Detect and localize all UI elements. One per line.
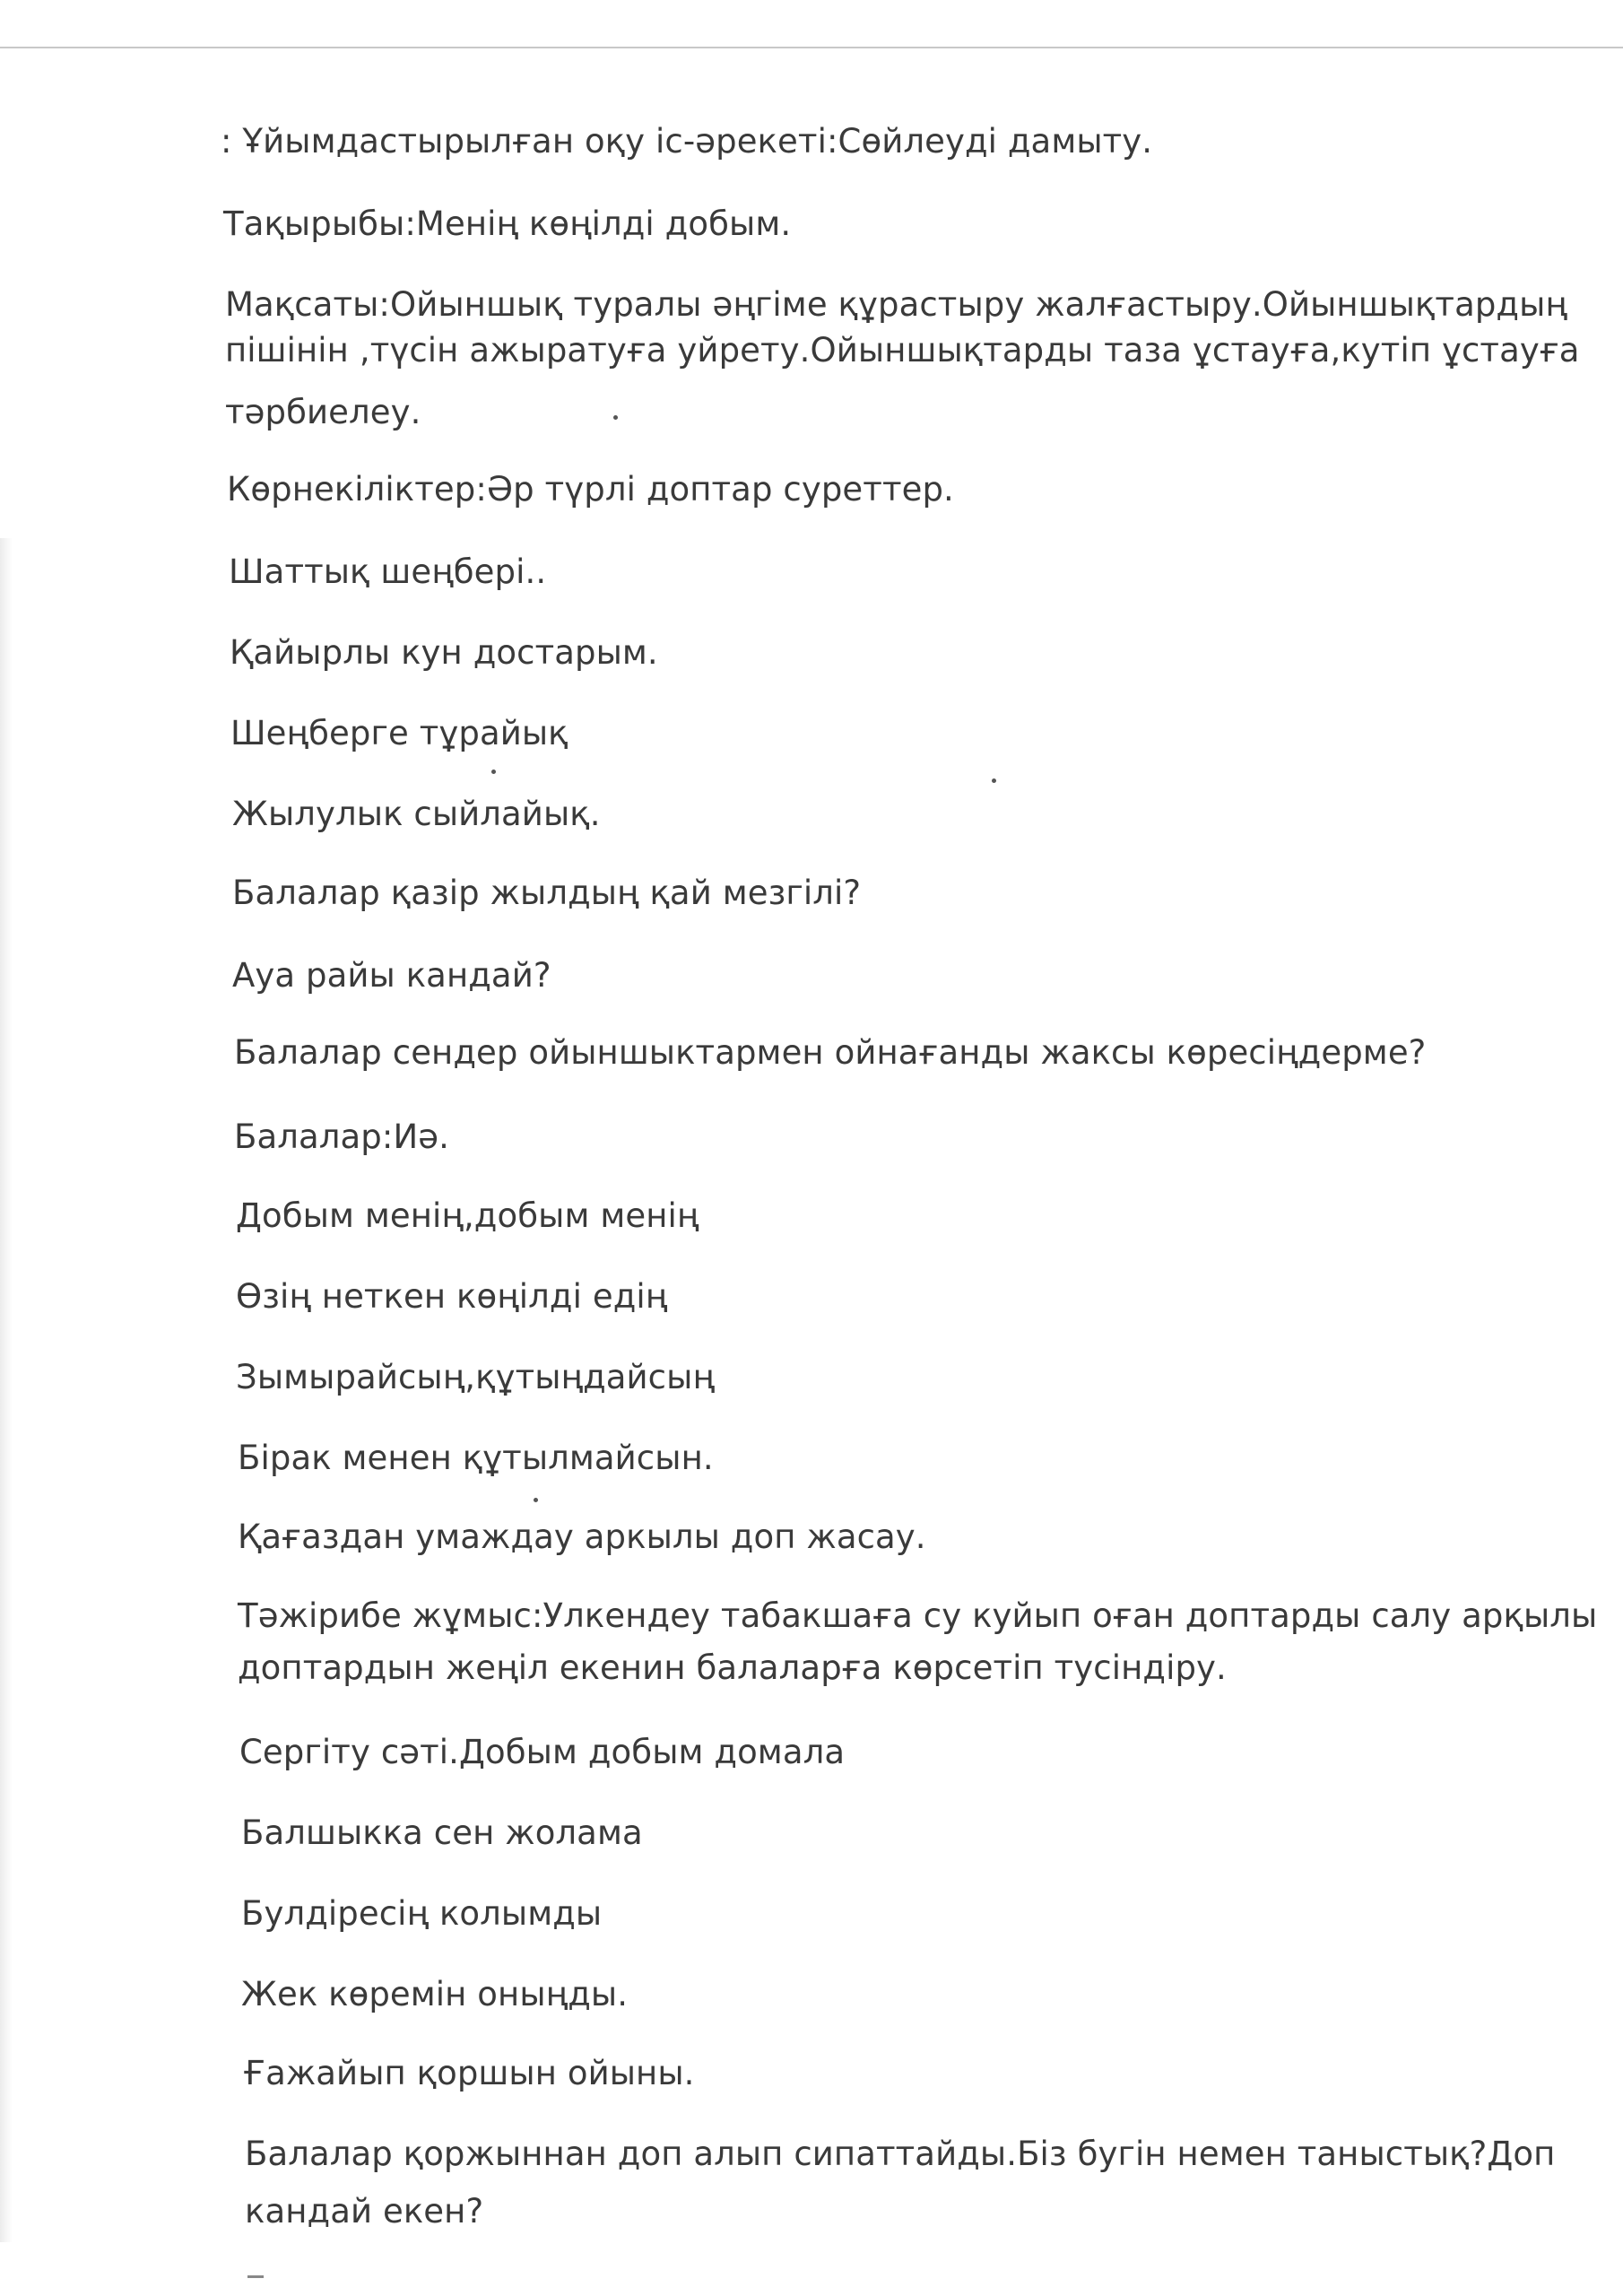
text-line: доптардын жеңіл екенин балаларға көрсетіп тусіндіру. <box>238 1648 1227 1687</box>
text-line: Тақырыбы:Менің көңілді добым. <box>223 204 792 243</box>
text-line: Өзің неткен көңілді едің <box>236 1277 668 1316</box>
scan-speck <box>491 770 496 774</box>
text-line: Балалар қазір жылдың қай мезгілі? <box>232 874 862 912</box>
text-line: : Ұйымдастырылған оқу іс-әрекеті:Сөйлеуді дамыту. <box>221 122 1153 161</box>
text-line: Шаттық шеңбері.. <box>229 552 547 591</box>
scan-mark <box>247 2275 264 2278</box>
text-line: Жек көремін оныңды. <box>241 1975 629 2013</box>
text-line: Көрнекіліктер:Әр түрлі доптар суреттер. <box>227 470 954 509</box>
text-line: Зымырайсың,құтыңдайсың <box>236 1358 715 1396</box>
text-line: Ғажайып қоршын ойыны. <box>243 2054 695 2092</box>
text-line: Ауа райы кандай? <box>232 956 551 995</box>
scan-speck <box>613 415 618 420</box>
text-line: Қағаздан умаждау аркылы доп жасау. <box>238 1518 926 1556</box>
text-line: Добым менің,добым менің <box>236 1196 699 1235</box>
text-line: тәрбиелеу. <box>225 393 421 431</box>
text-line: Балалар қоржыннан доп алып сипаттайды.Біз бугін немен таныстық?Доп <box>245 2135 1556 2173</box>
text-line: Жылулык сыйлайық. <box>232 795 601 833</box>
text-line: Қайырлы кун достарым. <box>230 633 658 672</box>
text-line: Балалар:Иә. <box>234 1118 449 1156</box>
scan-speck <box>992 778 996 783</box>
text-line: Балшыкка сен жолама <box>241 1813 643 1852</box>
text-line: кандай екен? <box>245 2192 484 2231</box>
text-line: Балалар сендер ойыншыктармен ойнағанды жаксы көресіңдерме? <box>234 1033 1427 1072</box>
text-line: Сергіту сәті.Добым добым домала <box>239 1733 846 1771</box>
page-top-edge <box>0 47 1623 48</box>
text-line: пішінін ,түсін ажыратуға уйрету.Ойыншықтарды таза ұстауға,кутіп ұстауға <box>225 331 1580 370</box>
text-line: Шеңберге тұрайық <box>230 714 568 752</box>
scan-shadow <box>0 538 13 2242</box>
text-line: Булдіресің колымды <box>241 1894 603 1933</box>
text-line: Бірак менен құтылмайсын. <box>238 1439 714 1477</box>
text-line: Тәжірибе жұмыс:Улкендеу табакшаға су куйып оған доптарды салу арқылы <box>238 1596 1598 1635</box>
text-line: Мақсаты:Ойыншық туралы әңгіме құрастыру жалғастыру.Ойыншықтардың <box>225 285 1567 324</box>
scan-speck <box>534 1498 538 1502</box>
